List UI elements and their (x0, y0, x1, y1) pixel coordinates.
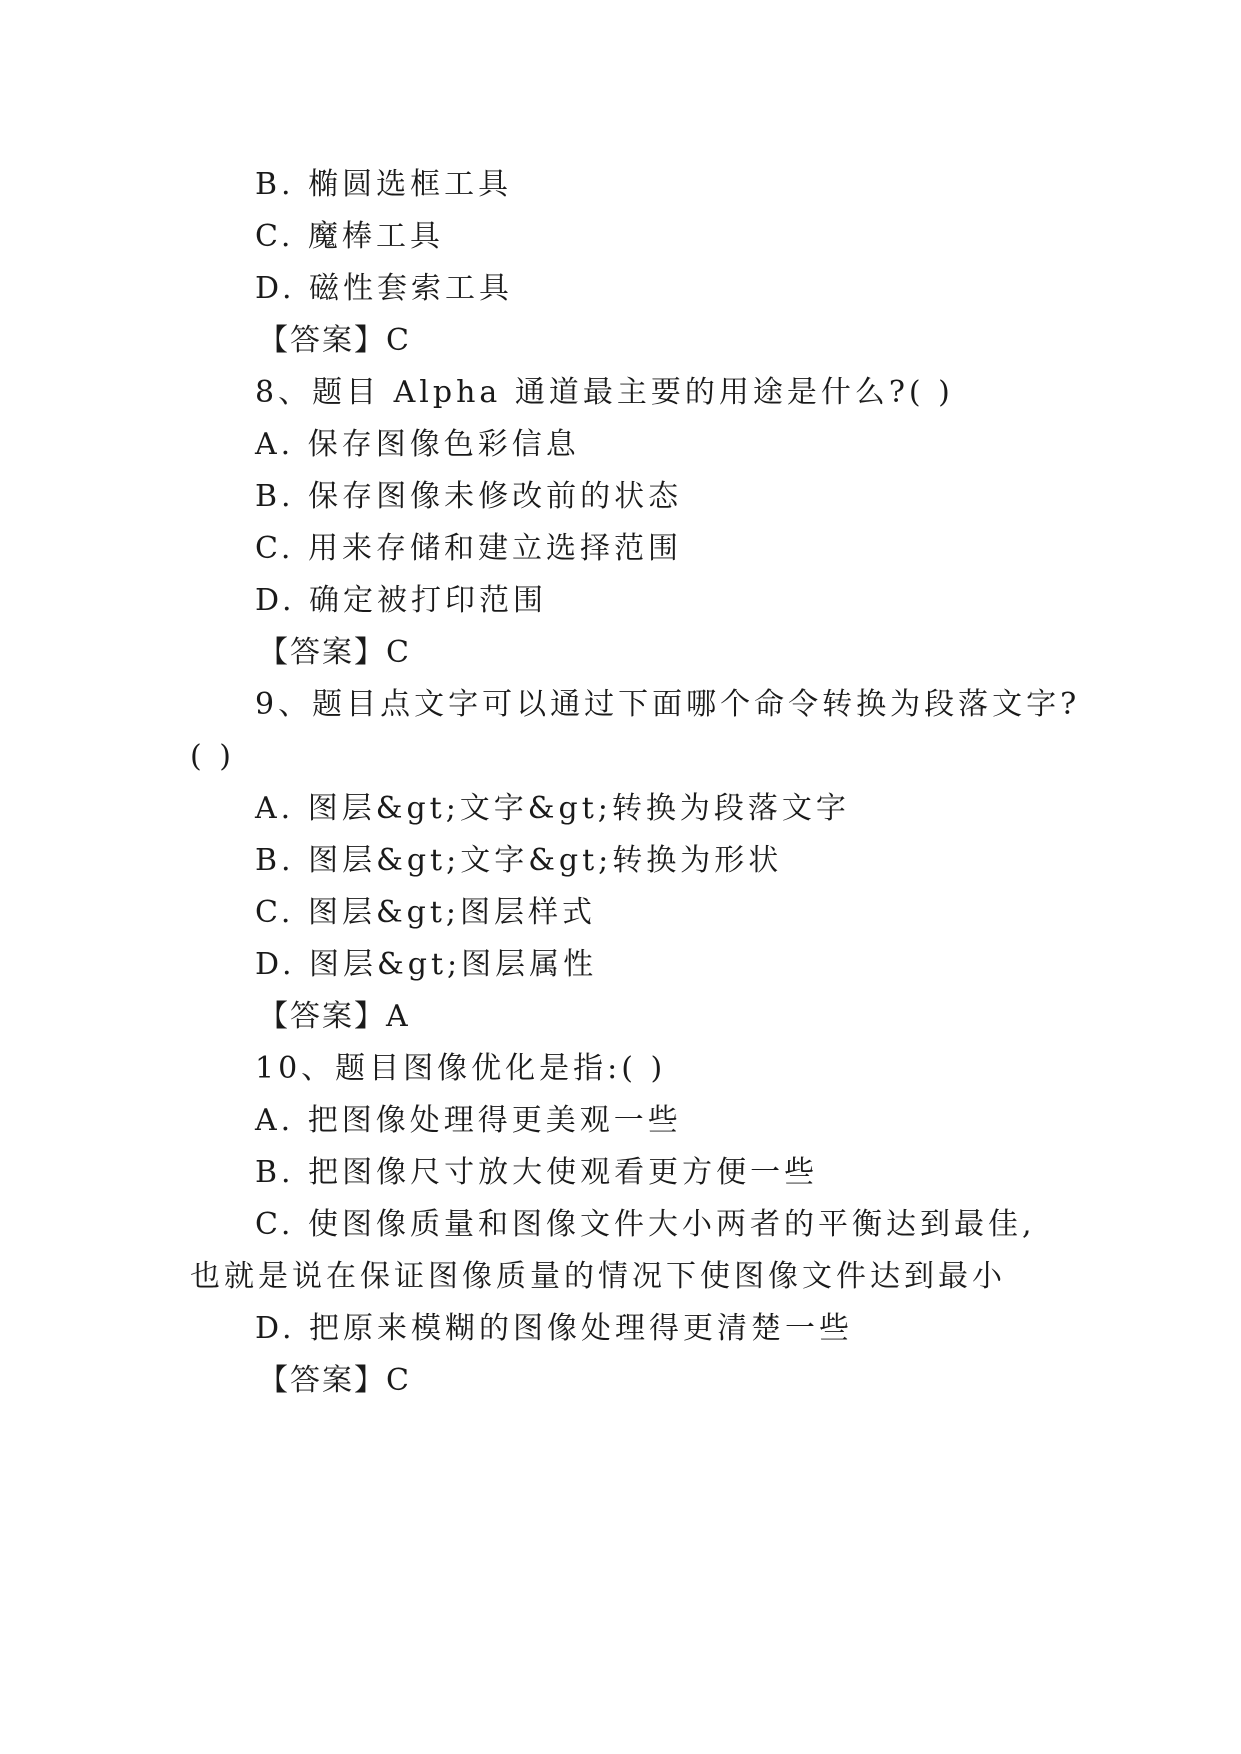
option-a-line: A. 把图像处理得更美观一些 (255, 1103, 682, 1138)
option-c-line: C. 魔棒工具 (255, 219, 444, 254)
option-d-line: D. 图层&gt;图层属性 (255, 947, 598, 982)
option-b-line: B. 保存图像未修改前的状态 (255, 479, 683, 514)
option-c-line: C. 用来存储和建立选择范围 (255, 531, 682, 566)
question-9: 9、题目点文字可以通过下面哪个命令转换为段落文字? (255, 687, 1081, 722)
option-c-line: C. 图层&gt;图层样式 (255, 895, 597, 930)
question-10: 10、题目图像优化是指:( ) (255, 1051, 667, 1086)
option-a-line: A. 保存图像色彩信息 (255, 427, 580, 462)
option-c-line: C. 使图像质量和图像文件大小两者的平衡达到最佳, (255, 1207, 1036, 1242)
answer-line: 【答案】C (258, 635, 411, 670)
option-a-line: A. 图层&gt;文字&gt;转换为段落文字 (255, 791, 850, 826)
option-b-line: B. 图层&gt;文字&gt;转换为形状 (255, 843, 783, 878)
question-8: 8、题目 Alpha 通道最主要的用途是什么?( ) (255, 375, 954, 410)
question-9-continued: ( ) (190, 739, 235, 774)
option-c-continued: 也就是说在保证图像质量的情况下使图像文件达到最小 (190, 1259, 1006, 1294)
option-b-line: B. 椭圆选框工具 (255, 167, 513, 202)
option-d-line: D. 确定被打印范围 (255, 583, 548, 618)
option-d-line: D. 磁性套索工具 (255, 271, 514, 306)
answer-line: 【答案】A (258, 999, 410, 1034)
answer-line: 【答案】C (258, 323, 411, 358)
option-d-line: D. 把原来模糊的图像处理得更清楚一些 (255, 1311, 854, 1346)
answer-line: 【答案】C (258, 1363, 411, 1398)
option-b-line: B. 把图像尺寸放大使观看更方便一些 (255, 1155, 819, 1190)
